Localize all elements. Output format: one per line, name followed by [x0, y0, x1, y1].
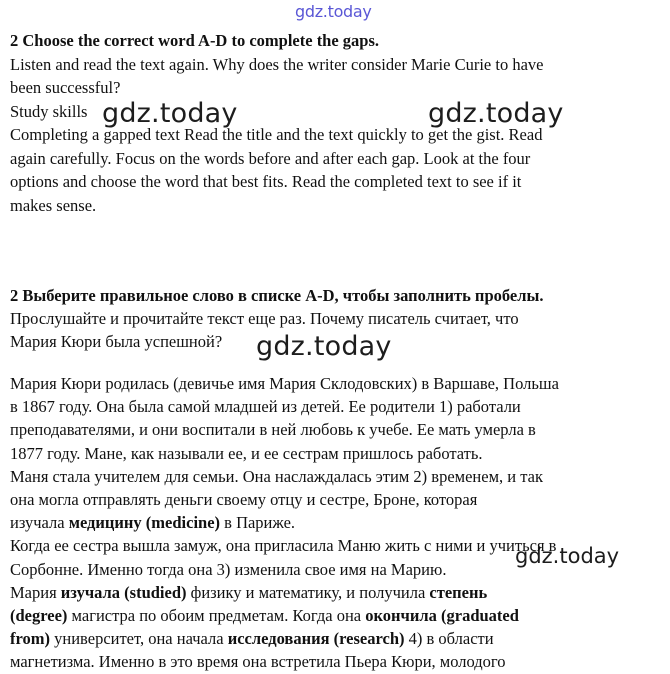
body-line-6: она могла отправлять деньги своему отцу и сестре, Броне, которая: [10, 490, 478, 510]
watermark-1: gdz.today: [102, 98, 238, 129]
body-line-3: преподавателями, и они воспитали в ней любовь к учебе. Ее мать умерла в: [10, 420, 536, 440]
english-intro-line-2: been successful?: [10, 78, 121, 97]
body-line-12: from) университет, она начала исследования (research) 4) в области: [10, 629, 494, 649]
watermark-4: gdz.today: [515, 544, 620, 568]
body-line-4: 1877 году. Мане, как называли ее, и ее сестрам пришлось работать.: [10, 443, 483, 463]
russian-heading: 2 Выберите правильное слово в списке A-D, чтобы заполнить пробелы.: [10, 286, 544, 305]
body-line-13: магнетизма. Именно в это время она встретила Пьера Кюри, молодого: [10, 652, 506, 672]
english-intro-line-1: Listen and read the text again. Why does the writer consider Marie Curie to have: [10, 54, 544, 74]
body-line-10: Мария изучала (studied) физику и математику, и получила степень: [10, 582, 488, 602]
english-heading: 2 Choose the correct word A-D to complete the gaps.: [10, 31, 380, 50]
skills-line-3: options and choose the word that best fits. Read the completed text to see if it: [10, 172, 522, 191]
russian-intro-line-2: Мария Кюри была успешной?: [10, 332, 223, 352]
body-line-2: в 1867 году. Она была самой младшей из детей. Ее родители 1) работали: [10, 397, 521, 417]
body-line-11: (degree) магистра по обоим предметам. Когда она окончила (graduated: [10, 606, 519, 626]
watermark-2: gdz.today: [428, 98, 564, 129]
body-line-8: Когда ее сестра вышла замуж, она пригласила Маню жить с ними и учиться в: [10, 536, 557, 556]
body-line-5: Маня стала учителем для семьи. Она наслаждалась этим 2) временем, и так: [10, 466, 543, 486]
skills-line-1: Completing a gapped text Read the title and the text quickly to get the gist. Read: [10, 125, 543, 144]
russian-body: [10, 372, 660, 674]
watermark-top: gdz.today: [295, 2, 372, 21]
russian-intro-line-1: Прослушайте и прочитайте текст еще раз. Почему писатель считает, что: [10, 309, 519, 329]
body-line-1: Мария Кюри родилась (девичье имя Мария Склодовских) в Варшаве, Польша: [10, 374, 559, 393]
body-line-7: изучала медицину (medicine) в Париже.: [10, 513, 296, 533]
study-skills-label: Study skills: [10, 101, 88, 121]
skills-line-4: makes sense.: [10, 195, 97, 215]
english-section: [10, 29, 660, 217]
body-line-9: Сорбонне. Именно тогда она 3) изменила свое имя на Марию.: [10, 559, 447, 579]
skills-line-2: again carefully. Focus on the words before and after each gap. Look at the four: [10, 148, 531, 168]
watermark-3: gdz.today: [256, 331, 392, 362]
russian-section: [10, 284, 660, 354]
